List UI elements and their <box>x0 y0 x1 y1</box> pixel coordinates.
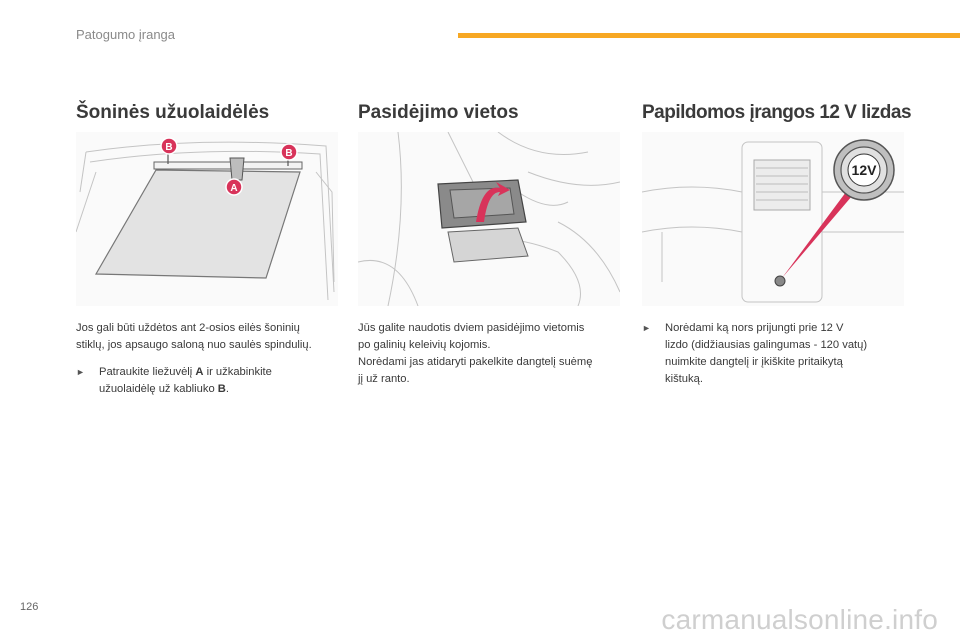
column-1-title: Šoninės užuolaidėlės <box>76 102 270 123</box>
column-1-text: Jos gali būti uždėtos ant 2-osios eilės šoninių stiklų, jos apsaugo saloną nuo saulės spindulių. <box>76 322 312 351</box>
column-1-bullet: ► Patraukite liežuvėlį A ir užkabinkite užuolaidėlę už kabliuko B. <box>76 366 272 395</box>
column-3-title: Papildomos įrangos 12 V lizdas <box>642 102 912 123</box>
12v-socket-illustration <box>642 132 904 306</box>
header-accent-bar <box>458 33 960 38</box>
section-header: Patogumo įranga <box>76 27 176 42</box>
callout-label-b: B <box>165 142 173 153</box>
socket-label: 12V <box>851 162 877 178</box>
12v-socket-icon <box>834 140 894 200</box>
callout-label-b: B <box>285 148 293 159</box>
column-3-bullet: ► Norėdami ką nors prijungti prie 12 V lizdo (didžiausias galingumas - 120 vatų) nuimkite dangtelį ir įkiškite pritaikytą kištuką. <box>642 322 868 385</box>
column-2-text: Jūs galite naudotis dviem pasidėjimo vietomis po galinių keleivių kojomis. Norėdami jas atidaryti pakelkite dangtelį suėmę jį už ranto. <box>358 322 593 385</box>
callout-label-a: A <box>230 183 238 194</box>
watermark: carmanualsonline.info <box>661 604 938 635</box>
callout-b-right <box>281 144 297 160</box>
blind-rail <box>154 162 302 169</box>
socket-small <box>775 276 785 286</box>
page-number: 126 <box>20 601 39 613</box>
callout-a <box>226 179 242 195</box>
column-2-title: Pasidėjimo vietos <box>358 102 519 123</box>
blind-pull-tab <box>230 158 244 180</box>
callout-b-left <box>161 138 177 154</box>
bullet-arrow-icon: ► <box>642 323 651 333</box>
side-blind-illustration <box>76 132 338 306</box>
storage-illustration <box>358 132 620 306</box>
storage-compartment <box>448 228 528 262</box>
bullet-arrow-icon: ► <box>76 367 85 377</box>
